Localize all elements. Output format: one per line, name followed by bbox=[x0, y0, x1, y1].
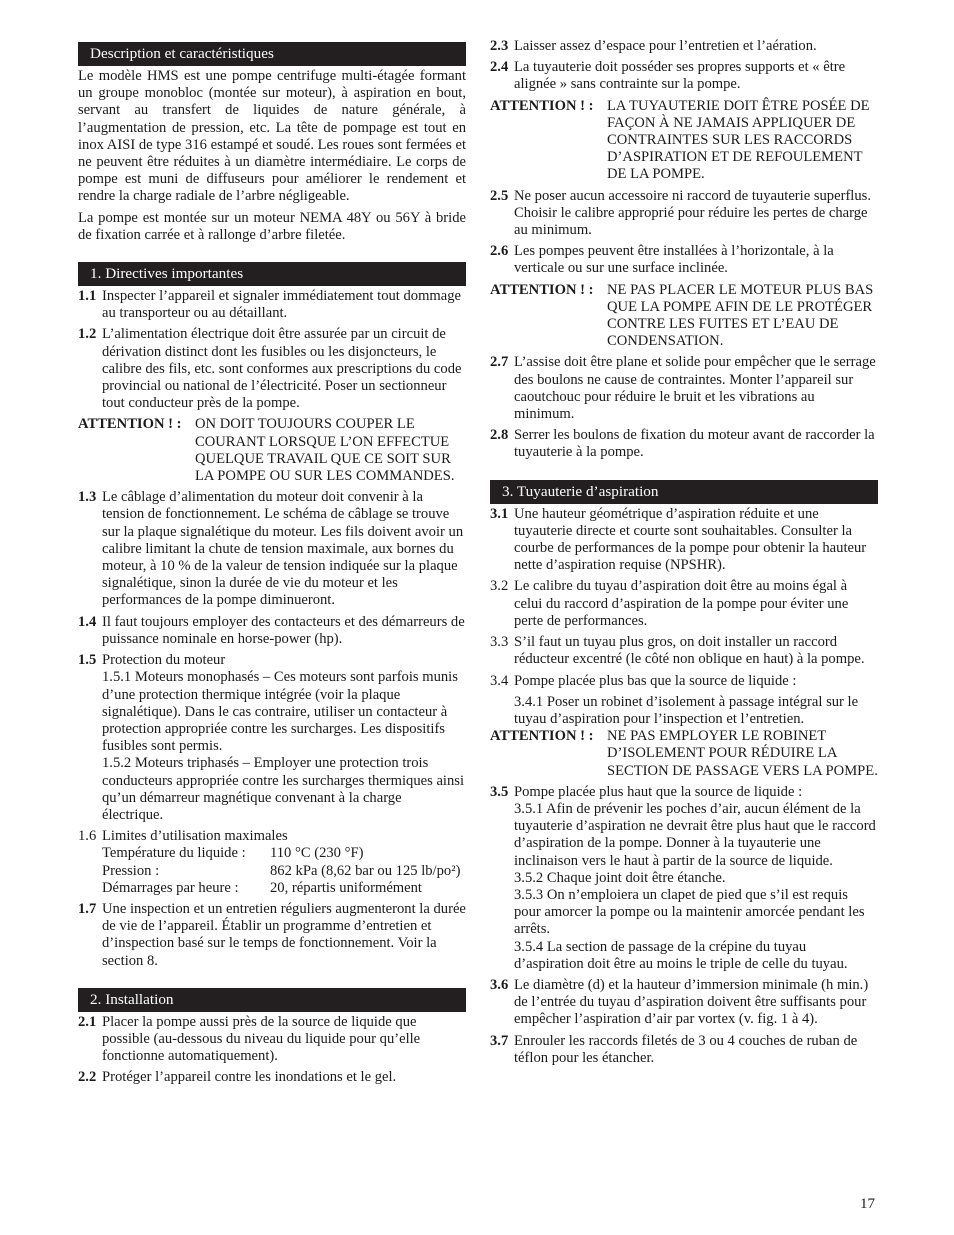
sub-item bbox=[514, 939, 878, 973]
list-item bbox=[78, 614, 466, 648]
sub-item-number: 1.5.1 bbox=[102, 669, 132, 686]
list-item bbox=[490, 784, 878, 973]
sub-item-number: 1.5.2 bbox=[102, 755, 132, 772]
list-item bbox=[78, 1014, 466, 1066]
attention-text: NE PAS EMPLOYER LE ROBINET D’ISOLEMENT POUR RÉDUIRE LA SECTION DE PASSAGE VERS LA POMPE. bbox=[607, 728, 878, 779]
item-text: Serrer les boulons de fixation du moteur avant de raccorder la tuyauterie à la pompe. bbox=[514, 427, 875, 461]
item-number: 3.1 bbox=[490, 505, 509, 522]
item-text: Pompe placée plus bas que la source de liquide : bbox=[514, 672, 797, 689]
limit-label: Pression : bbox=[102, 862, 160, 879]
attention-label: ATTENTION ! : bbox=[490, 728, 594, 745]
limits-table bbox=[102, 845, 466, 897]
item-number: 1.5 bbox=[78, 652, 97, 669]
sub-item-number: 3.5.4 bbox=[514, 938, 544, 955]
list-item bbox=[490, 38, 878, 55]
item-text: S’il faut un tuyau plus gros, on doit installer un raccord réducteur excentré (le côté non oblique en haut) à la pompe. bbox=[514, 634, 865, 668]
list-item bbox=[78, 1069, 466, 1086]
item-text: L’alimentation électrique doit être assurée par un circuit de dérivation distinct dont les fusibles ou les disjoncteurs, le calibre des fils, etc. sont conformes aux prescriptions du code provincial ou national de l’électricité. Poser un sectionneur tout conducteur près de la pompe. bbox=[102, 326, 462, 412]
item-text: Une inspection et un entretien réguliers augmenteront la durée de vie de l’appareil. Établir un programme d’entretien et d’inspection basé sur le temps de fonctionnement. Voir la section 8. bbox=[102, 900, 466, 969]
sub-item-text: Poser un robinet d’isolement à passage intégral sur le tuyau d’aspiration pour l’inspection et l’entretien. bbox=[514, 693, 859, 727]
limit-label: Température du liquide : bbox=[102, 845, 246, 862]
item-text: L’assise doit être plane et solide pour empêcher que le serrage des boulons ne cause de contraintes. Monter l’appareil sur caoutchouc pour réduire le bruit et les vibrations au minimum. bbox=[514, 354, 876, 423]
item-number: 2.4 bbox=[490, 59, 509, 76]
description-paragraph: La pompe est montée sur un moteur NEMA 48Y ou 56Y à bride de fixation carrée et à rallonge d’arbre filetée. bbox=[78, 209, 466, 243]
list-item bbox=[490, 59, 878, 93]
attention-label: ATTENTION ! : bbox=[490, 281, 594, 298]
list-item bbox=[490, 578, 878, 630]
sub-item-number: 3.4.1 bbox=[514, 693, 544, 710]
attention-label: ATTENTION ! : bbox=[78, 416, 182, 433]
list-item bbox=[490, 188, 878, 240]
item-text: Laisser assez d’espace pour l’entretien et l’aération. bbox=[514, 38, 817, 54]
item-text: Protection du moteur bbox=[102, 652, 226, 669]
list-item bbox=[78, 901, 466, 970]
sub-item bbox=[102, 755, 466, 824]
attention-notice bbox=[490, 728, 878, 780]
limit-label: Démarrages par heure : bbox=[102, 879, 239, 896]
list-item bbox=[490, 506, 878, 575]
item-text: Enrouler les raccords filetés de 3 ou 4 couches de ruban de téflon pour les étancher. bbox=[514, 1032, 858, 1066]
right-column bbox=[490, 38, 878, 1071]
list-item bbox=[490, 1033, 878, 1067]
list-item bbox=[490, 673, 878, 690]
limit-row bbox=[102, 863, 466, 880]
section-title-directives: 1. Directives importantes bbox=[78, 262, 466, 286]
item-number: 1.1 bbox=[78, 288, 97, 305]
list-item bbox=[490, 977, 878, 1029]
item-number: 3.7 bbox=[490, 1032, 509, 1049]
description-paragraph: Le modèle HMS est une pompe centrifuge multi-étagée formant un groupe monobloc (montée sur moteur), à aspiration en bout, servant au transfert de liquides de nature générale, à l’augmentation de pression, etc. La tête de pompage est tout en inox AISI de type 316 estampé et soudé. Les roues sont fermées et ne peuvent être réduites à un diamètre intermédiaire. Le corps de pompe est muni de diffuseurs pour améliorer le rendement et rendre la charge radiale de l’arbre négligeable. bbox=[78, 68, 466, 205]
item-number: 2.5 bbox=[490, 187, 509, 204]
attention-text: NE PAS PLACER LE MOTEUR PLUS BAS QUE LA POMPE AFIN DE LE PROTÉGER CONTRE LES FUITES ET L’EAU DE CONDENSATION. bbox=[607, 281, 874, 350]
item-number: 2.2 bbox=[78, 1069, 97, 1086]
limit-value: 110 °C (230 °F) bbox=[270, 845, 364, 862]
section-title-suction-piping: 3. Tuyauterie d’aspiration bbox=[490, 480, 878, 504]
item-number: 1.2 bbox=[78, 326, 97, 343]
item-text: Il faut toujours employer des contacteurs et des démarreurs de puissance nominale en horse-power (hp). bbox=[102, 613, 465, 647]
page-number: 17 bbox=[860, 1196, 875, 1212]
sub-item-text: Moteurs monophasés – Ces moteurs sont parfois munis d’une protection thermique intégrée (voir la plaque signalétique). Dans le cas contraire, utiliser un contacteur à protection appropriée contre les surcharges. Les dispositifs fusibles sont permis. bbox=[102, 669, 458, 755]
item-number: 2.6 bbox=[490, 243, 509, 260]
item-number: 3.6 bbox=[490, 976, 509, 993]
item-number: 1.4 bbox=[78, 613, 97, 630]
limit-value: 862 kPa (8,62 bar ou 125 lb/po²) bbox=[270, 862, 461, 879]
left-column bbox=[78, 38, 466, 1091]
attention-notice bbox=[490, 282, 878, 351]
limit-row bbox=[102, 880, 466, 897]
sub-item bbox=[514, 887, 878, 939]
item-text: Les pompes peuvent être installées à l’horizontale, à la verticale ou sur une surface inclinée. bbox=[514, 243, 834, 277]
item-text: Inspecter l’appareil et signaler immédiatement tout dommage au transporteur ou au détaillant. bbox=[102, 288, 462, 322]
sub-item-number: 3.5.2 bbox=[514, 869, 544, 886]
limit-value: 20, répartis uniformément bbox=[270, 879, 422, 896]
item-number: 2.3 bbox=[490, 38, 509, 54]
item-number: 1.7 bbox=[78, 900, 97, 917]
limit-row bbox=[102, 845, 466, 862]
list-item bbox=[490, 354, 878, 423]
sub-item bbox=[514, 870, 878, 887]
sub-item-text: On n’emploiera un clapet de pied que s’il est requis pour amorcer la pompe ou la maintenir amorcée pendant les arrêts. bbox=[514, 886, 865, 938]
item-text: Ne poser aucun accessoire ni raccord de tuyauterie superflus. Choisir le calibre approprié pour réduire les pertes de charge au minimum. bbox=[514, 187, 871, 239]
item-number: 1.6 bbox=[78, 828, 97, 845]
list-item bbox=[490, 634, 878, 668]
item-number: 2.1 bbox=[78, 1013, 97, 1030]
attention-text: LA TUYAUTERIE DOIT ÊTRE POSÉE DE FAÇON À NE JAMAIS APPLIQUER DE CONTRAINTES SUR LES RACCORDS D’ASPIRATION ET DE REFOULEMENT DE LA POMPE. bbox=[607, 97, 870, 183]
item-number: 3.3 bbox=[490, 634, 509, 651]
item-text: Une hauteur géométrique d’aspiration réduite et une tuyauterie directe et courte sont souhaitables. Consulter la courbe de performances de la pompe pour obtenir la hauteur nette d’aspiration requise (NPSHR). bbox=[514, 505, 867, 574]
list-item bbox=[78, 288, 466, 322]
list-item bbox=[78, 652, 466, 824]
sub-item-number: 3.5.1 bbox=[514, 800, 544, 817]
sub-item-number: 3.5.3 bbox=[514, 886, 544, 903]
item-text: Protéger l’appareil contre les inondations et le gel. bbox=[102, 1069, 397, 1086]
sub-item-text: Chaque joint doit être étanche. bbox=[546, 869, 726, 886]
list-item bbox=[490, 427, 878, 461]
section-title-description: Description et caractéristiques bbox=[78, 42, 466, 66]
sub-item-text: Moteurs triphasés – Employer une protection trois conducteurs appropriée contre les surcharges thermiques ainsi qu’un démarreur magnétique convenant à la charge électrique. bbox=[102, 755, 465, 823]
item-text: Limites d’utilisation maximales bbox=[102, 828, 288, 845]
attention-label: ATTENTION ! : bbox=[490, 97, 594, 114]
item-text: Pompe placée plus haut que la source de liquide : bbox=[514, 783, 803, 800]
item-number: 2.8 bbox=[490, 427, 509, 444]
section-title-installation: 2. Installation bbox=[78, 988, 466, 1012]
list-item bbox=[78, 828, 466, 897]
item-number: 3.4 bbox=[490, 672, 509, 689]
item-number: 2.7 bbox=[490, 354, 509, 371]
item-number: 3.5 bbox=[490, 783, 509, 800]
item-number: 3.2 bbox=[490, 578, 509, 595]
attention-notice bbox=[490, 98, 878, 184]
item-text: Le diamètre (d) et la hauteur d’immersion minimale (h min.) de l’entrée du tuyau d’aspiration doivent être suffisants pour empêcher l’aspiration d’air par vortex (v. fig. 1 à 4). bbox=[514, 976, 869, 1028]
list-item bbox=[490, 243, 878, 277]
sub-item-text: Afin de prévenir les poches d’air, aucun élément de la tuyauterie d’aspiration ne devrait être plus haut que le raccord d’aspiration de la pompe. Donner à la tuyauterie une inclinaison vers le haut à partir de la source de liquide. bbox=[514, 800, 876, 869]
attention-text: ON DOIT TOUJOURS COUPER LE COURANT LORSQUE L’ON EFFECTUE QUELQUE TRAVAIL QUE CE SOIT SUR LA POMPE OU SUR LES COMMANDES. bbox=[195, 416, 455, 485]
list-item bbox=[78, 489, 466, 609]
attention-notice bbox=[78, 416, 466, 485]
item-text: Le calibre du tuyau d’aspiration doit être au moins égal à celui du raccord d’aspiration de la pompe pour éviter une perte de performances. bbox=[514, 578, 849, 629]
item-number: 1.3 bbox=[78, 489, 97, 506]
item-text: Placer la pompe aussi près de la source de liquide que possible (au-dessous du niveau du liquide pour qu’elle fonctionne automatiquement). bbox=[102, 1013, 421, 1065]
sub-item bbox=[514, 801, 878, 870]
list-item bbox=[78, 326, 466, 412]
sub-item-text: La section de passage de la crépine du tuyau d’aspiration doit être au moins le triple de celle du tuyau. bbox=[514, 938, 848, 972]
sub-item bbox=[102, 669, 466, 755]
item-text: Le câblage d’alimentation du moteur doit convenir à la tension de fonctionnement. Le schéma de câblage se trouve sur la plaque signalétique du moteur. Les fils doivent avoir un calibre limitant la chute de tension maximale, aux bornes du moteur, à 10 % de la valeur de tension indiquée sur la plaque signalétique, sinon la durée de vie du moteur et les performances de la pompe diminueront. bbox=[102, 489, 464, 609]
sub-item bbox=[490, 694, 878, 728]
item-text: La tuyauterie doit posséder ses propres supports et « être alignée » sans contrainte sur la pompe. bbox=[514, 59, 846, 93]
